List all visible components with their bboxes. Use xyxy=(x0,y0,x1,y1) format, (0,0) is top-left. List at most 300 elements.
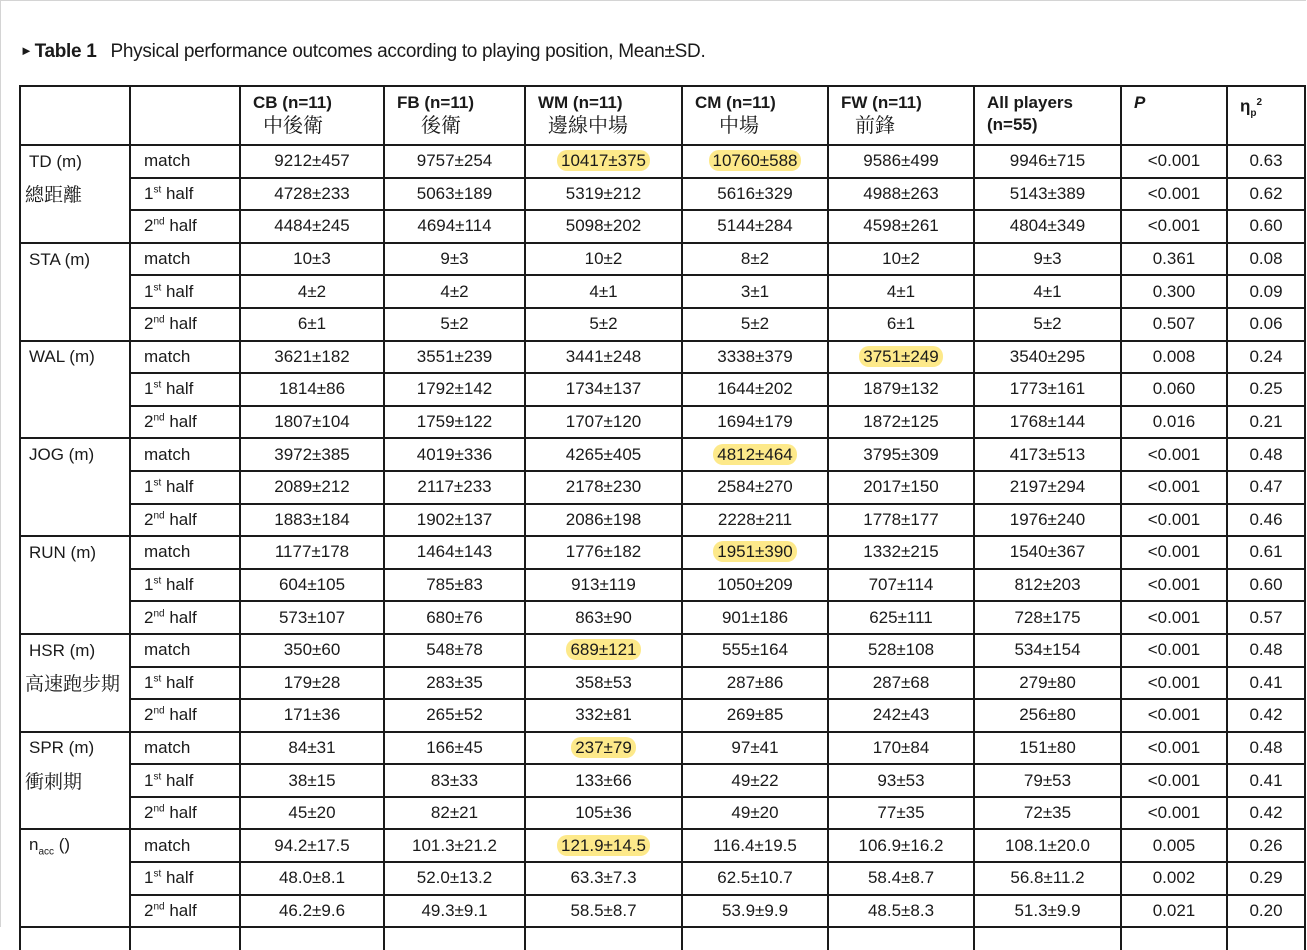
cell-value: 1814±86 xyxy=(278,379,346,399)
cell-all xyxy=(974,829,1121,862)
table-row xyxy=(20,178,1305,211)
cell-fb xyxy=(384,601,525,634)
row-label-cell xyxy=(20,471,130,504)
cell-value: 0.29 xyxy=(1249,868,1283,888)
period-label: match xyxy=(144,640,191,660)
cell-fw xyxy=(828,667,974,700)
cell-cm xyxy=(682,178,828,211)
cell-value: 4812±464 xyxy=(713,444,797,465)
period-sup: nd xyxy=(153,510,165,522)
table-row xyxy=(20,829,1305,862)
cell-value: <0.001 xyxy=(1147,477,1201,497)
cell-value: 9±3 xyxy=(1033,249,1062,269)
cell-value: 4804±349 xyxy=(1009,216,1086,236)
cell-value: 728±175 xyxy=(1014,607,1081,627)
table-row xyxy=(20,862,1305,895)
cell-value: 121.9±14.5 xyxy=(557,835,650,856)
header-empty-cell xyxy=(130,86,240,145)
cell-value: <0.001 xyxy=(1147,444,1201,464)
header-eta xyxy=(1240,93,1304,124)
cell-value: 0.26 xyxy=(1249,835,1283,855)
cell-value: 3±1 xyxy=(740,281,770,301)
cell-all xyxy=(974,438,1121,471)
cell-cb xyxy=(240,178,384,211)
cell-value: 0.47 xyxy=(1249,477,1283,497)
row-label-cell xyxy=(20,569,130,602)
cell-value: 1792±142 xyxy=(416,379,493,399)
table-row xyxy=(20,667,1305,700)
period-cell xyxy=(130,829,240,862)
table-row xyxy=(20,210,1305,243)
cell-eta xyxy=(1227,438,1305,471)
cell-value: <0.001 xyxy=(1147,183,1201,203)
row-label: STA (m) xyxy=(29,249,91,269)
row-label-cell xyxy=(20,178,130,211)
cell-eta xyxy=(1227,243,1305,276)
cell-value: 358±53 xyxy=(575,672,632,692)
cell-fw xyxy=(828,145,974,178)
cell-value: 555±164 xyxy=(721,640,789,660)
cell-value: 1332±215 xyxy=(863,542,939,562)
table-row xyxy=(20,243,1305,276)
header-col-wm xyxy=(525,86,682,145)
period-cell xyxy=(130,862,240,895)
cell-eta xyxy=(1227,275,1305,308)
period-sup: nd xyxy=(153,803,165,815)
table-row xyxy=(20,699,1305,732)
cell-value: 5098±202 xyxy=(565,216,642,236)
period-cell xyxy=(130,373,240,406)
cell-p xyxy=(1121,373,1227,406)
row-label-cell xyxy=(20,145,130,178)
cell-wm xyxy=(525,178,682,211)
cell-eta xyxy=(1227,145,1305,178)
cell-all xyxy=(974,667,1121,700)
period-word: half xyxy=(161,183,194,203)
cell-value: 1976±240 xyxy=(1009,509,1086,529)
cell-value: <0.001 xyxy=(1147,607,1201,627)
cell-fb xyxy=(384,667,525,700)
cell-fw xyxy=(828,275,974,308)
row-label: WAL (m) xyxy=(29,347,95,367)
cell-wm xyxy=(525,764,682,797)
header-en: CM (n=11) xyxy=(695,93,776,112)
cell-value: <0.001 xyxy=(1147,151,1201,171)
cell-value: 48.0±8.1 xyxy=(278,868,346,888)
row-label-cell xyxy=(20,699,130,732)
cell-eta xyxy=(1227,732,1305,765)
cell-all xyxy=(974,178,1121,211)
cell-fb xyxy=(384,536,525,569)
row-label-cell xyxy=(20,373,130,406)
row-label-cell xyxy=(20,275,130,308)
cell-value: 0.300 xyxy=(1152,281,1196,301)
cell-p xyxy=(1121,504,1227,537)
cell-cb xyxy=(240,243,384,276)
cell-cb xyxy=(240,569,384,602)
cell-cm xyxy=(682,797,828,830)
cell-value: 534±154 xyxy=(1014,640,1081,660)
period-sup: st xyxy=(153,673,162,685)
period-cell xyxy=(130,275,240,308)
row-label-cell xyxy=(20,210,130,243)
cell-cm xyxy=(682,275,828,308)
row-label: TD (m) xyxy=(29,151,82,171)
table-row xyxy=(20,145,1305,178)
cell-p xyxy=(1121,243,1227,276)
cell-value: 680±76 xyxy=(426,607,483,627)
table-row xyxy=(20,373,1305,406)
cell-value: 5±2 xyxy=(440,314,469,334)
cell-value: 0.63 xyxy=(1249,151,1283,171)
cell-wm xyxy=(525,471,682,504)
cell-value: 94.2±17.5 xyxy=(274,835,350,855)
cell-value: 77±35 xyxy=(877,803,925,823)
cell-p xyxy=(1121,275,1227,308)
period-num: 1 xyxy=(144,672,154,692)
cell-fw xyxy=(828,471,974,504)
header-col-eta xyxy=(1227,86,1305,145)
row-label-cell xyxy=(20,308,130,341)
header-row xyxy=(20,86,1305,145)
cell-cm xyxy=(682,341,828,374)
cell-value: 0.60 xyxy=(1249,575,1283,595)
row-label-cell xyxy=(20,829,130,862)
period-cell xyxy=(130,243,240,276)
cell-p xyxy=(1121,797,1227,830)
cell-value: 48.5±8.3 xyxy=(867,900,935,920)
cell-eta xyxy=(1227,569,1305,602)
period-sup: nd xyxy=(153,314,165,326)
cell-value: <0.001 xyxy=(1147,575,1201,595)
cell-wm xyxy=(525,634,682,667)
cell-value: 3751±249 xyxy=(859,346,943,367)
period-num: 2 xyxy=(144,900,154,920)
row-label-cell xyxy=(20,406,130,439)
cell-all xyxy=(974,862,1121,895)
cell-value: 0.24 xyxy=(1249,346,1283,366)
cell-fw xyxy=(828,438,974,471)
cell-value: 133±66 xyxy=(575,770,632,790)
cell-value: 101.3±21.2 xyxy=(412,835,497,855)
cell-all xyxy=(974,895,1121,928)
cell-value: 4265±405 xyxy=(565,444,642,464)
cell-fb xyxy=(384,764,525,797)
cell-value: 10417±375 xyxy=(557,150,650,171)
cell-value: 0.48 xyxy=(1249,737,1283,757)
cell-fb xyxy=(384,341,525,374)
cell-p xyxy=(1121,341,1227,374)
cell-value: 0.005 xyxy=(1152,835,1196,855)
cell-value: 1872±125 xyxy=(863,412,939,432)
cell-cm xyxy=(682,601,828,634)
cell-value: 53.9±9.9 xyxy=(721,900,789,920)
cell-value: 0.002 xyxy=(1152,868,1196,888)
cell-p xyxy=(1121,438,1227,471)
cell-value: 1879±132 xyxy=(863,379,939,399)
cell-wm xyxy=(525,667,682,700)
cell-value: 2086±198 xyxy=(565,509,642,529)
cell-all xyxy=(974,699,1121,732)
cell-value: 4694±114 xyxy=(417,216,492,236)
cell-value: <0.001 xyxy=(1147,509,1201,529)
period-num: 2 xyxy=(144,607,154,627)
cell-cb xyxy=(240,275,384,308)
header-en: All players xyxy=(987,93,1073,112)
cell-fb xyxy=(384,732,525,765)
cell-value: 5±2 xyxy=(740,314,770,334)
cell-value: 1177±178 xyxy=(274,542,350,562)
period-num: 1 xyxy=(144,575,154,595)
period-sup: st xyxy=(153,379,162,391)
table-row xyxy=(20,601,1305,634)
cell-value: 1644±202 xyxy=(717,379,793,399)
cell-value: 0.46 xyxy=(1249,509,1283,529)
cell-value: 1540±367 xyxy=(1009,542,1086,562)
cell-value: 4±1 xyxy=(589,281,618,301)
row-label-cell xyxy=(20,732,130,765)
cell-cb xyxy=(240,862,384,895)
cell-value: 863±90 xyxy=(575,607,632,627)
cell-value: 2089±212 xyxy=(274,477,350,497)
cell-value: 5143±389 xyxy=(1009,183,1086,203)
cell-fw xyxy=(828,178,974,211)
cell-cb xyxy=(240,210,384,243)
period-word: half xyxy=(161,477,194,497)
cell-value: 108.1±20.0 xyxy=(1005,835,1090,855)
cell-value: <0.001 xyxy=(1147,770,1201,790)
cell-fb xyxy=(384,895,525,928)
cell-value: 4484±245 xyxy=(274,216,350,236)
header-en: FW (n=11) xyxy=(841,93,922,112)
cell-value: 287±68 xyxy=(872,672,930,692)
cell-eta xyxy=(1227,536,1305,569)
cell-value: 8±2 xyxy=(740,249,770,269)
period-cell xyxy=(130,504,240,537)
cell-value: 4±1 xyxy=(886,281,916,301)
cell-all xyxy=(974,308,1121,341)
header-col-cm xyxy=(682,86,828,145)
cell-value: 0.008 xyxy=(1152,346,1196,366)
cell-value: 0.42 xyxy=(1249,705,1283,725)
cell-value: 0.08 xyxy=(1249,249,1283,269)
cell-value: 1768±144 xyxy=(1009,412,1086,432)
row-label: 高速跑步期 xyxy=(25,673,121,696)
row-label: 總距離 xyxy=(25,184,83,207)
cell-value: <0.001 xyxy=(1147,640,1201,660)
cell-eta xyxy=(1227,308,1305,341)
period-sup: st xyxy=(153,770,162,782)
cell-eta xyxy=(1227,504,1305,537)
row-label: HSR (m) xyxy=(29,640,96,660)
table-row xyxy=(20,504,1305,537)
cell-p xyxy=(1121,308,1227,341)
cell-value: 5063±189 xyxy=(416,183,493,203)
period-num: 2 xyxy=(144,705,154,725)
row-label-cell xyxy=(20,438,130,471)
cell-all xyxy=(974,471,1121,504)
period-cell xyxy=(130,764,240,797)
cell-value: 1050±209 xyxy=(717,575,793,595)
cell-eta xyxy=(1227,373,1305,406)
cell-value: 1902±137 xyxy=(416,509,493,529)
cell-cb xyxy=(240,471,384,504)
cell-value: 4±2 xyxy=(297,281,327,301)
cell-all xyxy=(974,341,1121,374)
row-label-cell xyxy=(20,667,130,700)
cell-value: 0.62 xyxy=(1249,183,1283,203)
cell-cb xyxy=(240,797,384,830)
cell-cm xyxy=(682,829,828,862)
cell-cb xyxy=(240,504,384,537)
cell-value: 49.3±9.1 xyxy=(421,900,488,920)
cell-value: 256±80 xyxy=(1019,705,1076,725)
cell-value: 4±2 xyxy=(440,281,469,301)
cell-value: 1951±390 xyxy=(713,541,797,562)
cell-value: 179±28 xyxy=(283,672,341,692)
cell-wm xyxy=(525,536,682,569)
cell-eta xyxy=(1227,699,1305,732)
period-num: 1 xyxy=(144,868,154,888)
table-row xyxy=(20,341,1305,374)
cell-cm xyxy=(682,210,828,243)
table-row xyxy=(20,895,1305,928)
cell-fb xyxy=(384,829,525,862)
cell-eta xyxy=(1227,178,1305,211)
cell-fw xyxy=(828,210,974,243)
cell-wm xyxy=(525,373,682,406)
row-label-cell xyxy=(20,341,130,374)
cell-p xyxy=(1121,634,1227,667)
cell-value: 4±1 xyxy=(1033,281,1062,301)
cell-value: 2017±150 xyxy=(863,477,939,497)
period-label: match xyxy=(144,542,191,562)
cell-p xyxy=(1121,178,1227,211)
eta-symbol: η xyxy=(1240,96,1251,116)
cut-cell xyxy=(974,927,1121,950)
cell-all xyxy=(974,569,1121,602)
cell-fw xyxy=(828,634,974,667)
cell-all xyxy=(974,504,1121,537)
cell-value: 171±36 xyxy=(283,705,341,725)
cell-value: <0.001 xyxy=(1147,737,1201,757)
cell-wm xyxy=(525,504,682,537)
period-word: half xyxy=(164,216,197,236)
cell-cb xyxy=(240,699,384,732)
cell-fw xyxy=(828,895,974,928)
period-word: half xyxy=(161,281,194,301)
cell-cb xyxy=(240,438,384,471)
cell-value: 9±3 xyxy=(440,249,469,269)
cell-value: 3551±239 xyxy=(416,346,493,366)
cell-value: 6±1 xyxy=(297,314,327,334)
period-word: half xyxy=(164,705,197,725)
cell-p xyxy=(1121,601,1227,634)
table-cut-row xyxy=(20,927,1305,950)
cell-cm xyxy=(682,667,828,700)
period-cell xyxy=(130,308,240,341)
cell-value: 2584±270 xyxy=(717,477,793,497)
cell-value: 56.8±11.2 xyxy=(1010,868,1085,888)
cell-value: 3338±379 xyxy=(717,346,793,366)
cell-fb xyxy=(384,569,525,602)
cell-value: 5616±329 xyxy=(717,183,793,203)
cell-value: 287±86 xyxy=(726,672,784,692)
cell-value: 58.5±8.7 xyxy=(570,900,637,920)
period-num: 2 xyxy=(144,412,154,432)
table-row xyxy=(20,764,1305,797)
cell-value: 10±3 xyxy=(293,249,331,269)
period-word: half xyxy=(161,575,194,595)
cell-cm xyxy=(682,764,828,797)
cell-eta xyxy=(1227,210,1305,243)
cell-fw xyxy=(828,699,974,732)
cell-value: <0.001 xyxy=(1147,542,1201,562)
cell-fw xyxy=(828,308,974,341)
cell-fb xyxy=(384,145,525,178)
cell-cm xyxy=(682,406,828,439)
cell-value: 913±119 xyxy=(571,575,636,595)
cell-value: 9212±457 xyxy=(274,151,350,171)
period-num: 2 xyxy=(144,509,154,529)
cell-eta xyxy=(1227,406,1305,439)
period-sup: st xyxy=(153,477,162,489)
cell-value: 2197±294 xyxy=(1009,477,1086,497)
period-num: 1 xyxy=(144,281,154,301)
cell-value: 62.5±10.7 xyxy=(717,868,793,888)
cell-value: <0.001 xyxy=(1147,216,1201,236)
cut-cell xyxy=(384,927,525,950)
cell-value: 10±2 xyxy=(882,249,920,269)
table-row xyxy=(20,438,1305,471)
period-word: half xyxy=(164,314,197,334)
cell-p xyxy=(1121,764,1227,797)
row-label: JOG (m) xyxy=(29,445,95,465)
cell-value: 1759±122 xyxy=(416,412,493,432)
cell-wm xyxy=(525,438,682,471)
cell-fw xyxy=(828,536,974,569)
cell-value: 82±21 xyxy=(430,803,479,823)
cell-cm xyxy=(682,732,828,765)
cell-value: 604±105 xyxy=(278,575,346,595)
cell-value: 0.61 xyxy=(1249,542,1283,562)
period-cell xyxy=(130,634,240,667)
cell-wm xyxy=(525,406,682,439)
cell-value: 4988±263 xyxy=(863,183,939,203)
cell-value: 1464±143 xyxy=(416,542,493,562)
cut-cell xyxy=(828,927,974,950)
period-num: 1 xyxy=(144,477,154,497)
cell-value: 707±114 xyxy=(868,575,934,595)
row-label-cell xyxy=(20,536,130,569)
cell-p xyxy=(1121,732,1227,765)
cell-wm xyxy=(525,275,682,308)
cell-wm xyxy=(525,732,682,765)
cell-all xyxy=(974,764,1121,797)
cell-value: 4173±513 xyxy=(1009,444,1086,464)
cell-p xyxy=(1121,862,1227,895)
cell-value: 5319±212 xyxy=(565,183,642,203)
cell-value: 3972±385 xyxy=(274,444,350,464)
header-en-line2: (n=55) xyxy=(987,115,1038,134)
row-label-cell xyxy=(20,797,130,830)
period-word: half xyxy=(161,868,194,888)
period-sup: st xyxy=(153,575,162,587)
cell-cb xyxy=(240,895,384,928)
cell-eta xyxy=(1227,471,1305,504)
cell-value: 269±85 xyxy=(726,705,784,725)
cell-fb xyxy=(384,504,525,537)
